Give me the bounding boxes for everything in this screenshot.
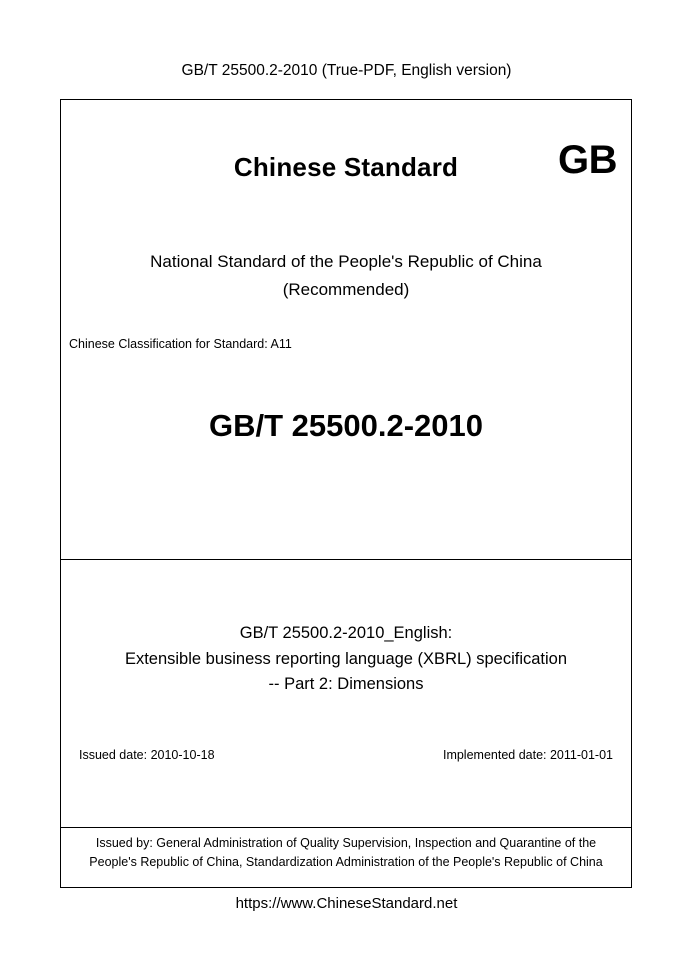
gb-logo-mark: GB [558, 138, 617, 182]
footer-website-link[interactable]: https://www.ChineseStandard.net [235, 895, 458, 912]
national-standard-line-2: (Recommended) [282, 280, 410, 299]
cover-top-section [61, 100, 631, 560]
issued-by-text: Issued by: General Administration of Quality Supervision, Inspection and Quarantine of the People's Republic of China, Standardization Administration of the People's Republic of China [89, 836, 603, 869]
english-title-line-1: GB/T 25500.2-2010_English: [239, 624, 453, 642]
english-title-block [71, 621, 621, 698]
cover-middle-section [61, 560, 631, 828]
english-title-line-3: -- Part 2: Dimensions [268, 675, 424, 693]
page-header-title: GB/T 25500.2-2010 (True-PDF, English version) [181, 62, 512, 79]
english-title-line-2: Extensible business reporting language (XBRL) specification [124, 649, 568, 668]
national-standard-subtitle [61, 248, 631, 304]
cover-border-box [60, 99, 632, 888]
issued-date: Issued date: 2010-10-18 [79, 748, 215, 762]
page-title: Chinese Standard [233, 152, 459, 182]
implemented-date: Implemented date: 2011-01-01 [442, 748, 613, 762]
classification-code: Chinese Classification for Standard: A11 [69, 337, 292, 351]
cover-bottom-section [61, 828, 631, 886]
standard-number: GB/T 25500.2-2010 [208, 408, 483, 443]
national-standard-line-1: National Standard of the People's Republic of China [150, 252, 542, 271]
